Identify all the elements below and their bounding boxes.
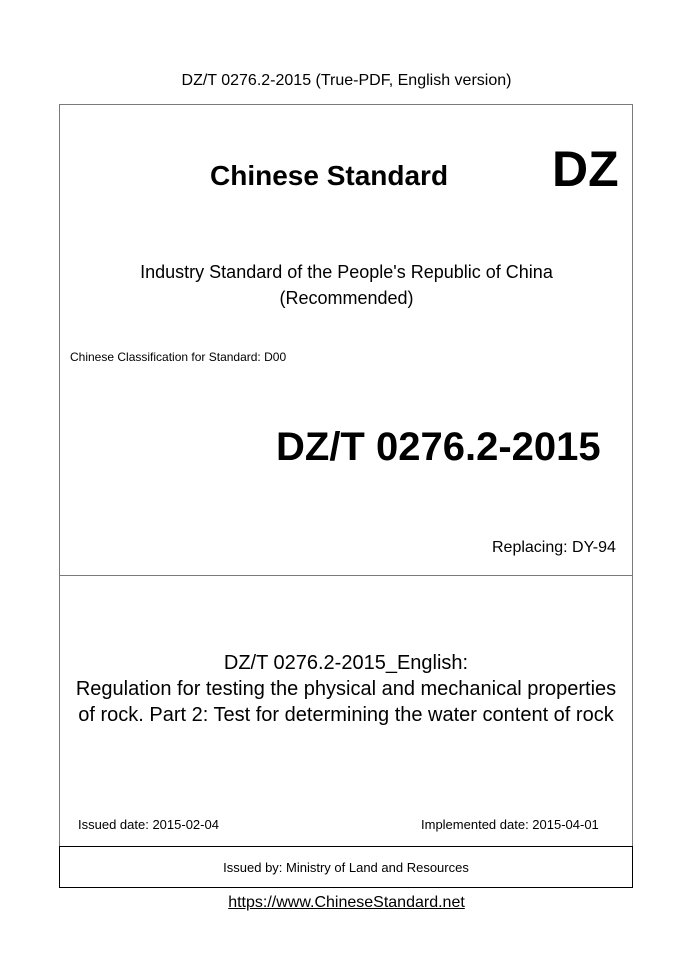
issuer-text: Issued by: Ministry of Land and Resources [223, 860, 469, 875]
issued-date: Issued date: 2015-02-04 [78, 817, 219, 832]
replacing-text: Replacing: DY-94 [492, 539, 616, 556]
title-line-2: Regulation for testing the physical and mechanical properties [75, 678, 617, 700]
title-line-3: of rock. Part 2: Test for determining the water content of rock [78, 704, 614, 726]
website-link[interactable]: https://www.ChineseStandard.net [228, 894, 465, 911]
document-header: DZ/T 0276.2-2015 (True-PDF, English version) [181, 72, 512, 89]
standard-number: DZ/T 0276.2-2015 [276, 425, 601, 469]
document-title [59, 650, 633, 728]
industry-line-2: (Recommended) [279, 288, 414, 308]
classification-text: Chinese Classification for Standard: D00 [70, 350, 287, 364]
cover-heading: Chinese Standard [210, 160, 449, 191]
title-line-1: DZ/T 0276.2-2015_English: [223, 652, 469, 674]
standard-code-mark: DZ [552, 141, 619, 197]
industry-line-1: Industry Standard of the People's Republic of China [140, 262, 553, 282]
industry-statement [0, 259, 693, 311]
implemented-date: Implemented date: 2015-04-01 [421, 817, 599, 832]
